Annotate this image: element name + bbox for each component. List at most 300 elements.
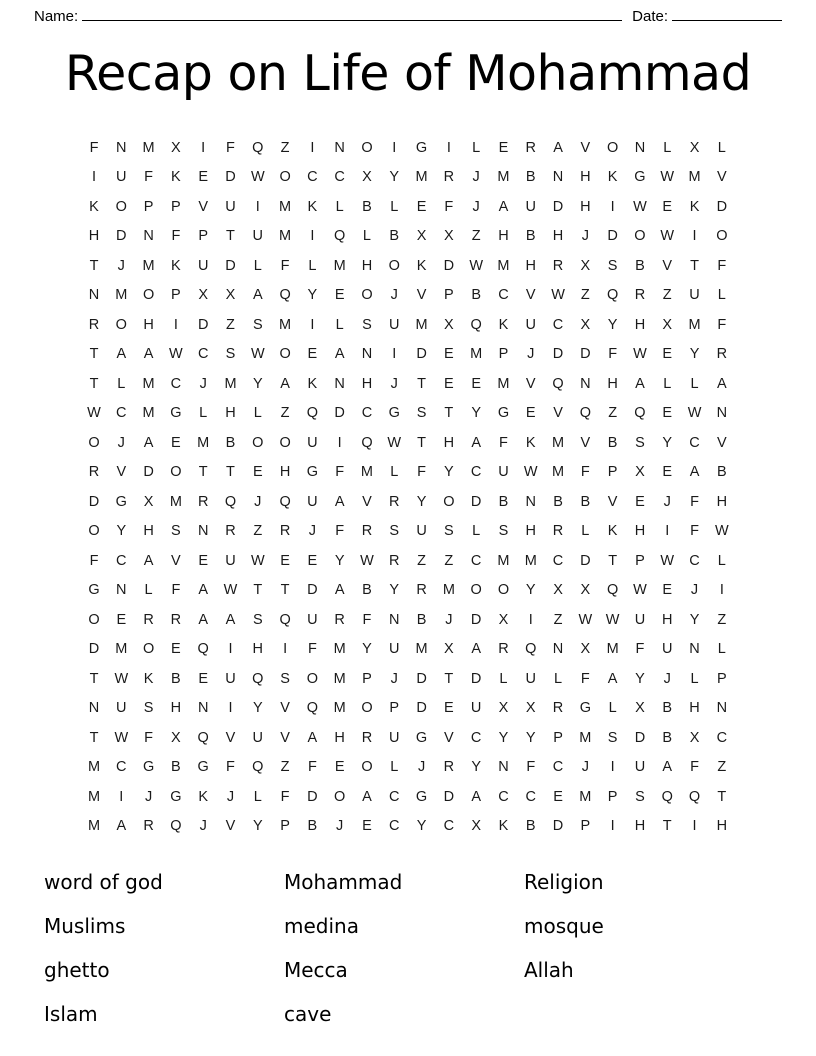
- grid-cell[interactable]: L: [390, 198, 399, 215]
- grid-cell[interactable]: C: [197, 346, 209, 363]
- grid-cell[interactable]: W: [250, 552, 265, 569]
- grid-cell[interactable]: R: [634, 287, 646, 304]
- grid-cell[interactable]: Q: [252, 759, 264, 776]
- grid-cell[interactable]: B: [416, 611, 427, 628]
- grid-cell[interactable]: D: [470, 493, 482, 510]
- grid-cell[interactable]: Z: [717, 611, 727, 628]
- grid-cell[interactable]: U: [307, 493, 318, 510]
- grid-cell[interactable]: R: [443, 169, 455, 186]
- grid-cell[interactable]: B: [580, 493, 591, 510]
- grid-cell[interactable]: D: [607, 228, 618, 245]
- grid-cell[interactable]: M: [579, 729, 592, 746]
- grid-cell[interactable]: M: [688, 169, 701, 186]
- grid-cell[interactable]: R: [334, 611, 345, 628]
- grid-cell[interactable]: I: [692, 228, 697, 245]
- grid-cell[interactable]: H: [552, 228, 564, 245]
- grid-cell[interactable]: Z: [253, 523, 263, 540]
- grid-cell[interactable]: F: [362, 611, 372, 628]
- grid-cell[interactable]: G: [88, 582, 100, 599]
- grid-cell[interactable]: E: [662, 198, 673, 215]
- grid-cell[interactable]: X: [689, 139, 700, 156]
- grid-cell[interactable]: X: [635, 464, 645, 481]
- grid-cell[interactable]: J: [690, 582, 699, 599]
- grid-cell[interactable]: N: [197, 700, 209, 717]
- grid-cell[interactable]: W: [660, 552, 675, 569]
- grid-cell[interactable]: T: [417, 375, 426, 392]
- grid-cell[interactable]: K: [607, 169, 618, 186]
- grid-cell[interactable]: U: [634, 759, 646, 776]
- grid-cell[interactable]: F: [171, 228, 181, 245]
- date-input-rule[interactable]: [672, 8, 782, 21]
- word-list-item[interactable]: cave: [284, 1001, 332, 1026]
- grid-cell[interactable]: E: [444, 375, 454, 392]
- grid-cell[interactable]: L: [253, 788, 262, 805]
- grid-cell[interactable]: O: [88, 523, 100, 540]
- grid-cell[interactable]: S: [635, 788, 645, 805]
- grid-cell[interactable]: C: [307, 169, 318, 186]
- grid-cell[interactable]: I: [310, 316, 315, 333]
- grid-cell[interactable]: A: [607, 670, 618, 687]
- grid-cell[interactable]: E: [635, 493, 645, 510]
- grid-cell[interactable]: Q: [688, 788, 701, 805]
- grid-cell[interactable]: H: [634, 316, 646, 333]
- grid-cell[interactable]: C: [716, 729, 728, 746]
- grid-cell[interactable]: C: [116, 405, 127, 422]
- grid-cell[interactable]: G: [497, 405, 510, 422]
- grid-cell[interactable]: O: [607, 139, 619, 156]
- grid-cell[interactable]: O: [470, 582, 482, 599]
- grid-cell[interactable]: O: [115, 316, 127, 333]
- grid-cell[interactable]: P: [553, 729, 563, 746]
- grid-cell[interactable]: O: [388, 257, 400, 274]
- grid-cell[interactable]: S: [389, 523, 400, 540]
- grid-cell[interactable]: P: [198, 228, 209, 245]
- grid-cell[interactable]: U: [225, 670, 236, 687]
- word-list-item[interactable]: mosque: [524, 913, 604, 938]
- grid-cell[interactable]: K: [198, 788, 209, 805]
- grid-cell[interactable]: U: [252, 228, 264, 245]
- grid-cell[interactable]: Q: [279, 611, 291, 628]
- grid-cell[interactable]: N: [634, 139, 646, 156]
- grid-cell[interactable]: A: [498, 198, 509, 215]
- grid-cell[interactable]: F: [280, 257, 290, 274]
- grid-cell[interactable]: B: [471, 287, 481, 304]
- grid-cell[interactable]: U: [225, 198, 236, 215]
- grid-cell[interactable]: Y: [689, 346, 700, 363]
- grid-cell[interactable]: X: [444, 316, 454, 333]
- grid-cell[interactable]: L: [554, 670, 563, 687]
- grid-cell[interactable]: E: [471, 375, 481, 392]
- grid-cell[interactable]: G: [415, 788, 428, 805]
- grid-cell[interactable]: I: [283, 641, 288, 658]
- grid-cell[interactable]: C: [170, 375, 182, 392]
- grid-cell[interactable]: T: [444, 670, 454, 687]
- grid-cell[interactable]: M: [497, 375, 510, 392]
- grid-cell[interactable]: J: [581, 228, 589, 245]
- grid-cell[interactable]: Q: [306, 405, 319, 422]
- grid-cell[interactable]: Y: [525, 729, 536, 746]
- grid-cell[interactable]: J: [390, 287, 398, 304]
- grid-cell[interactable]: R: [552, 700, 564, 717]
- grid-cell[interactable]: F: [307, 641, 317, 658]
- grid-cell[interactable]: O: [361, 700, 373, 717]
- grid-cell[interactable]: M: [115, 287, 128, 304]
- grid-cell[interactable]: A: [635, 375, 645, 392]
- grid-cell[interactable]: L: [690, 375, 699, 392]
- grid-cell[interactable]: Z: [471, 228, 481, 245]
- grid-cell[interactable]: H: [498, 228, 509, 245]
- grid-cell[interactable]: E: [444, 700, 454, 717]
- grid-cell[interactable]: C: [689, 552, 700, 569]
- grid-cell[interactable]: A: [471, 641, 481, 658]
- grid-cell[interactable]: D: [334, 405, 345, 422]
- grid-cell[interactable]: N: [716, 700, 728, 717]
- grid-cell[interactable]: B: [171, 670, 181, 687]
- grid-cell[interactable]: L: [717, 139, 726, 156]
- grid-cell[interactable]: S: [444, 523, 454, 540]
- grid-cell[interactable]: L: [663, 139, 672, 156]
- grid-cell[interactable]: M: [197, 434, 210, 451]
- grid-cell[interactable]: X: [171, 729, 181, 746]
- grid-cell[interactable]: C: [389, 788, 400, 805]
- grid-cell[interactable]: R: [279, 523, 291, 540]
- grid-cell[interactable]: H: [443, 434, 455, 451]
- grid-cell[interactable]: Y: [362, 641, 372, 658]
- grid-cell[interactable]: M: [497, 552, 510, 569]
- grid-cell[interactable]: S: [416, 405, 427, 422]
- grid-cell[interactable]: A: [334, 493, 345, 510]
- grid-cell[interactable]: U: [307, 434, 318, 451]
- grid-cell[interactable]: N: [525, 493, 536, 510]
- grid-cell[interactable]: C: [389, 818, 400, 835]
- grid-cell[interactable]: N: [716, 405, 728, 422]
- grid-cell[interactable]: M: [115, 641, 128, 658]
- grid-cell[interactable]: P: [280, 818, 290, 835]
- grid-cell[interactable]: W: [250, 169, 265, 186]
- grid-cell[interactable]: B: [525, 228, 536, 245]
- grid-cell[interactable]: V: [716, 434, 727, 451]
- grid-cell[interactable]: F: [526, 759, 536, 776]
- grid-cell[interactable]: W: [223, 582, 238, 599]
- grid-cell[interactable]: A: [662, 759, 673, 776]
- grid-cell[interactable]: A: [143, 552, 154, 569]
- grid-cell[interactable]: L: [717, 552, 726, 569]
- grid-cell[interactable]: D: [634, 729, 646, 746]
- grid-cell[interactable]: N: [88, 287, 100, 304]
- grid-cell[interactable]: M: [279, 228, 292, 245]
- grid-cell[interactable]: M: [87, 788, 101, 805]
- grid-cell[interactable]: I: [310, 228, 315, 245]
- grid-cell[interactable]: K: [89, 198, 99, 215]
- grid-cell[interactable]: A: [198, 582, 209, 599]
- grid-cell[interactable]: V: [416, 287, 427, 304]
- grid-cell[interactable]: I: [610, 818, 615, 835]
- grid-cell[interactable]: L: [608, 700, 617, 717]
- grid-cell[interactable]: A: [716, 375, 727, 392]
- grid-cell[interactable]: X: [553, 582, 563, 599]
- grid-cell[interactable]: F: [580, 464, 590, 481]
- grid-cell[interactable]: Y: [471, 405, 481, 422]
- grid-cell[interactable]: Y: [307, 287, 318, 304]
- grid-cell[interactable]: I: [228, 641, 233, 658]
- grid-cell[interactable]: Z: [553, 611, 563, 628]
- grid-cell[interactable]: J: [445, 611, 453, 628]
- grid-cell[interactable]: I: [665, 523, 670, 540]
- grid-cell[interactable]: O: [716, 228, 728, 245]
- grid-cell[interactable]: L: [663, 375, 672, 392]
- grid-cell[interactable]: G: [170, 788, 182, 805]
- grid-cell[interactable]: J: [144, 788, 153, 805]
- word-list-item[interactable]: Mohammad: [284, 869, 403, 894]
- grid-cell[interactable]: P: [444, 287, 454, 304]
- grid-cell[interactable]: C: [470, 729, 482, 746]
- grid-cell[interactable]: I: [392, 346, 397, 363]
- grid-cell[interactable]: H: [634, 523, 646, 540]
- grid-cell[interactable]: A: [362, 788, 372, 805]
- grid-cell[interactable]: W: [114, 670, 129, 687]
- grid-cell[interactable]: M: [142, 139, 155, 156]
- grid-cell[interactable]: T: [89, 670, 99, 687]
- grid-cell[interactable]: R: [552, 257, 564, 274]
- grid-cell[interactable]: K: [171, 169, 181, 186]
- grid-cell[interactable]: P: [143, 198, 154, 215]
- grid-cell[interactable]: G: [579, 700, 591, 717]
- grid-cell[interactable]: C: [552, 552, 564, 569]
- grid-cell[interactable]: T: [253, 582, 263, 599]
- grid-cell[interactable]: D: [470, 670, 482, 687]
- grid-cell[interactable]: I: [528, 611, 533, 628]
- grid-cell[interactable]: E: [662, 464, 673, 481]
- grid-cell[interactable]: J: [472, 198, 480, 215]
- grid-cell[interactable]: S: [143, 700, 154, 717]
- grid-cell[interactable]: O: [279, 169, 291, 186]
- grid-cell[interactable]: M: [142, 405, 155, 422]
- grid-cell[interactable]: I: [228, 700, 233, 717]
- grid-cell[interactable]: F: [280, 788, 290, 805]
- grid-cell[interactable]: J: [226, 788, 235, 805]
- grid-cell[interactable]: R: [361, 523, 373, 540]
- grid-cell[interactable]: S: [252, 316, 263, 333]
- grid-cell[interactable]: B: [498, 493, 509, 510]
- grid-cell[interactable]: B: [525, 169, 536, 186]
- grid-cell[interactable]: G: [415, 139, 428, 156]
- grid-cell[interactable]: F: [608, 346, 618, 363]
- grid-cell[interactable]: X: [444, 641, 454, 658]
- grid-cell[interactable]: M: [688, 316, 701, 333]
- grid-cell[interactable]: L: [390, 464, 399, 481]
- grid-cell[interactable]: N: [88, 700, 100, 717]
- grid-cell[interactable]: M: [142, 375, 155, 392]
- grid-cell[interactable]: B: [362, 582, 372, 599]
- grid-cell[interactable]: M: [333, 670, 346, 687]
- grid-cell[interactable]: D: [552, 818, 564, 835]
- grid-cell[interactable]: C: [525, 788, 536, 805]
- grid-cell[interactable]: F: [307, 759, 317, 776]
- grid-cell[interactable]: S: [362, 316, 372, 333]
- grid-cell[interactable]: S: [225, 346, 236, 363]
- grid-cell[interactable]: I: [201, 139, 206, 156]
- grid-cell[interactable]: D: [552, 346, 564, 363]
- grid-cell[interactable]: W: [633, 582, 647, 599]
- grid-cell[interactable]: G: [306, 464, 319, 481]
- grid-cell[interactable]: M: [333, 700, 346, 717]
- grid-cell[interactable]: B: [716, 464, 727, 481]
- grid-cell[interactable]: H: [361, 257, 373, 274]
- grid-cell[interactable]: U: [498, 464, 509, 481]
- grid-cell[interactable]: P: [362, 670, 372, 687]
- grid-cell[interactable]: U: [470, 700, 482, 717]
- grid-cell[interactable]: E: [362, 818, 372, 835]
- grid-cell[interactable]: D: [443, 788, 455, 805]
- grid-cell[interactable]: E: [662, 346, 673, 363]
- grid-cell[interactable]: F: [444, 198, 454, 215]
- grid-cell[interactable]: H: [361, 375, 373, 392]
- grid-cell[interactable]: U: [634, 611, 646, 628]
- grid-cell[interactable]: H: [716, 818, 728, 835]
- grid-cell[interactable]: E: [553, 788, 563, 805]
- grid-cell[interactable]: W: [87, 405, 101, 422]
- grid-cell[interactable]: V: [716, 169, 727, 186]
- grid-cell[interactable]: B: [635, 257, 645, 274]
- grid-cell[interactable]: H: [580, 169, 591, 186]
- grid-cell[interactable]: I: [692, 818, 697, 835]
- grid-cell[interactable]: M: [279, 316, 292, 333]
- grid-cell[interactable]: B: [362, 198, 372, 215]
- grid-cell[interactable]: O: [361, 759, 373, 776]
- grid-cell[interactable]: K: [416, 257, 427, 274]
- grid-cell[interactable]: O: [306, 670, 319, 687]
- grid-cell[interactable]: F: [690, 523, 699, 540]
- grid-cell[interactable]: E: [334, 287, 345, 304]
- grid-cell[interactable]: Y: [389, 169, 400, 186]
- grid-cell[interactable]: N: [498, 759, 509, 776]
- grid-cell[interactable]: Y: [252, 700, 263, 717]
- grid-cell[interactable]: I: [337, 434, 342, 451]
- grid-cell[interactable]: D: [88, 493, 100, 510]
- word-list-item[interactable]: Mecca: [284, 957, 348, 982]
- grid-cell[interactable]: E: [525, 405, 536, 422]
- grid-cell[interactable]: U: [116, 700, 127, 717]
- grid-cell[interactable]: E: [444, 346, 454, 363]
- grid-cell[interactable]: D: [443, 257, 455, 274]
- grid-cell[interactable]: W: [578, 611, 593, 628]
- grid-cell[interactable]: U: [525, 316, 536, 333]
- grid-cell[interactable]: B: [525, 818, 536, 835]
- grid-cell[interactable]: E: [307, 552, 318, 569]
- grid-cell[interactable]: J: [417, 759, 426, 776]
- grid-cell[interactable]: R: [389, 493, 400, 510]
- grid-cell[interactable]: E: [116, 611, 127, 628]
- grid-cell[interactable]: L: [117, 375, 126, 392]
- grid-cell[interactable]: W: [250, 346, 265, 363]
- grid-cell[interactable]: B: [662, 700, 673, 717]
- grid-cell[interactable]: N: [116, 582, 127, 599]
- grid-cell[interactable]: W: [169, 346, 183, 363]
- grid-cell[interactable]: V: [525, 287, 536, 304]
- grid-cell[interactable]: C: [116, 759, 127, 776]
- grid-cell[interactable]: R: [443, 759, 455, 776]
- grid-cell[interactable]: C: [552, 759, 564, 776]
- grid-cell[interactable]: P: [607, 464, 618, 481]
- grid-cell[interactable]: C: [498, 287, 509, 304]
- grid-cell[interactable]: Q: [470, 316, 482, 333]
- grid-cell[interactable]: I: [119, 788, 124, 805]
- grid-cell[interactable]: A: [143, 434, 154, 451]
- grid-cell[interactable]: L: [499, 670, 508, 687]
- grid-cell[interactable]: W: [633, 346, 647, 363]
- grid-cell[interactable]: G: [170, 405, 182, 422]
- grid-cell[interactable]: F: [717, 316, 727, 333]
- grid-cell[interactable]: M: [606, 641, 619, 658]
- grid-cell[interactable]: W: [633, 198, 647, 215]
- grid-cell[interactable]: A: [225, 611, 236, 628]
- grid-cell[interactable]: C: [116, 552, 127, 569]
- grid-cell[interactable]: V: [225, 729, 236, 746]
- grid-cell[interactable]: M: [87, 759, 101, 776]
- grid-cell[interactable]: W: [660, 169, 675, 186]
- grid-cell[interactable]: O: [88, 434, 100, 451]
- grid-cell[interactable]: A: [252, 287, 263, 304]
- grid-cell[interactable]: T: [417, 434, 426, 451]
- word-list-item[interactable]: word of god: [44, 869, 163, 894]
- grid-cell[interactable]: O: [634, 228, 646, 245]
- grid-cell[interactable]: W: [714, 523, 729, 540]
- grid-cell[interactable]: Y: [416, 818, 427, 835]
- grid-cell[interactable]: E: [498, 139, 509, 156]
- grid-cell[interactable]: D: [307, 582, 318, 599]
- grid-cell[interactable]: Q: [306, 700, 319, 717]
- grid-cell[interactable]: P: [389, 700, 400, 717]
- grid-cell[interactable]: T: [89, 346, 99, 363]
- grid-cell[interactable]: O: [170, 464, 182, 481]
- grid-cell[interactable]: P: [635, 552, 645, 569]
- grid-cell[interactable]: D: [416, 670, 427, 687]
- grid-cell[interactable]: L: [717, 287, 726, 304]
- grid-cell[interactable]: U: [689, 287, 700, 304]
- grid-cell[interactable]: A: [116, 818, 127, 835]
- grid-cell[interactable]: D: [225, 257, 236, 274]
- grid-cell[interactable]: W: [605, 611, 620, 628]
- grid-cell[interactable]: C: [334, 169, 345, 186]
- grid-cell[interactable]: C: [470, 552, 482, 569]
- grid-cell[interactable]: N: [334, 139, 345, 156]
- grid-cell[interactable]: A: [198, 611, 209, 628]
- grid-cell[interactable]: D: [580, 346, 591, 363]
- grid-cell[interactable]: I: [173, 316, 178, 333]
- grid-cell[interactable]: D: [416, 700, 427, 717]
- grid-cell[interactable]: X: [498, 611, 509, 628]
- grid-cell[interactable]: M: [333, 641, 346, 658]
- grid-cell[interactable]: W: [114, 729, 129, 746]
- grid-cell[interactable]: V: [525, 375, 536, 392]
- grid-cell[interactable]: H: [170, 700, 182, 717]
- grid-cell[interactable]: P: [498, 346, 509, 363]
- grid-cell[interactable]: Z: [280, 405, 290, 422]
- grid-cell[interactable]: S: [498, 523, 509, 540]
- grid-cell[interactable]: B: [389, 228, 400, 245]
- grid-cell[interactable]: E: [662, 582, 673, 599]
- grid-cell[interactable]: F: [580, 670, 590, 687]
- grid-cell[interactable]: M: [524, 552, 537, 569]
- grid-cell[interactable]: I: [446, 139, 451, 156]
- grid-cell[interactable]: O: [334, 788, 346, 805]
- grid-cell[interactable]: Z: [717, 759, 727, 776]
- grid-cell[interactable]: O: [115, 198, 127, 215]
- grid-cell[interactable]: N: [334, 375, 345, 392]
- grid-cell[interactable]: Y: [662, 434, 673, 451]
- grid-cell[interactable]: Y: [116, 523, 127, 540]
- grid-cell[interactable]: G: [142, 759, 155, 776]
